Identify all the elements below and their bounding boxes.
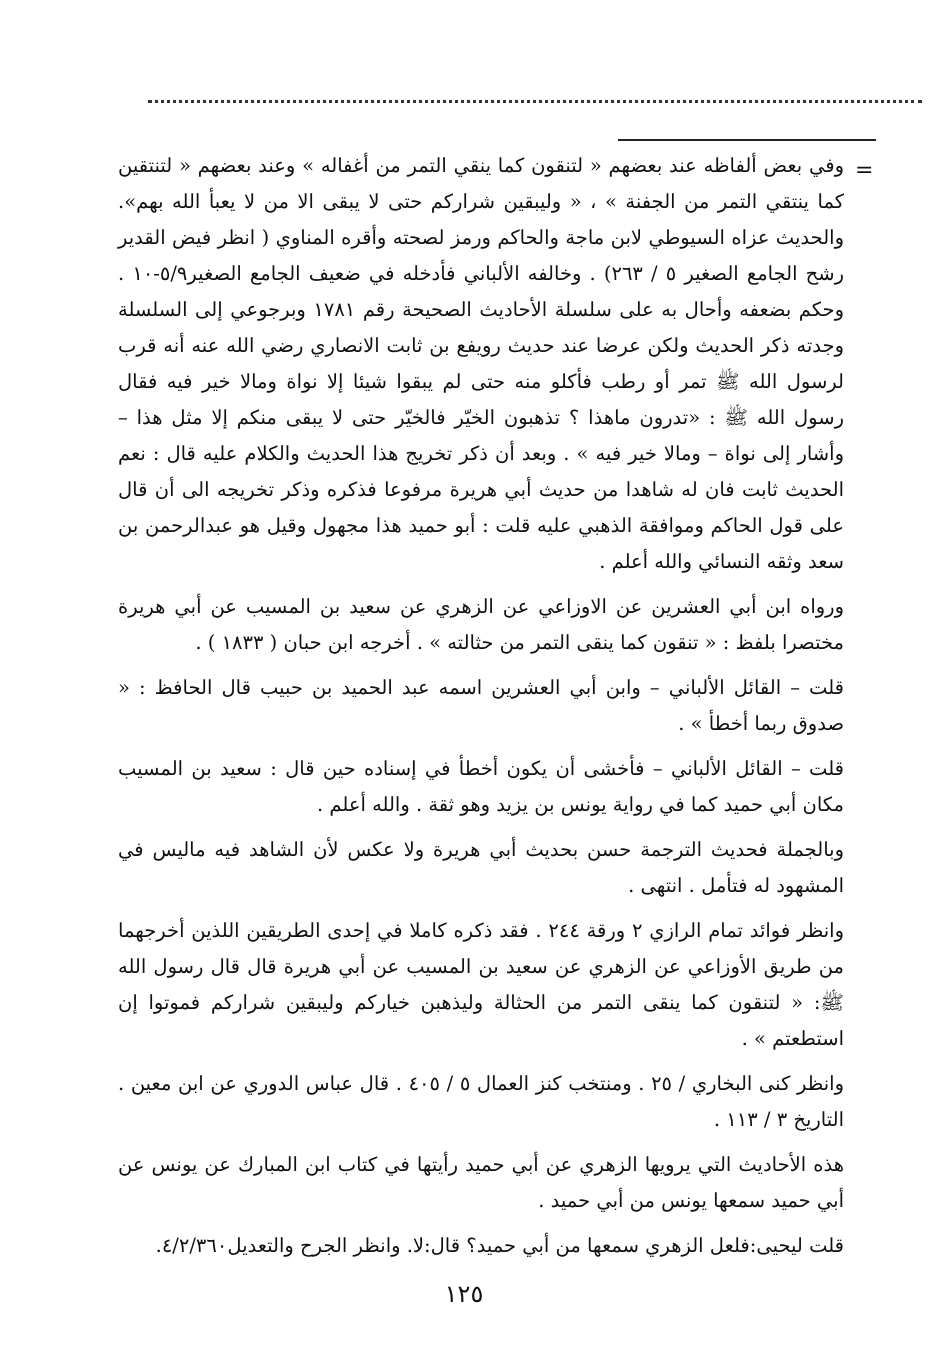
footnote-paragraph-8: هذه الأحاديث التي يرويها الزهري عن أبي حميد رأيتها في كتاب ابن المبارك عن يونس عن أبي حميد سمعها يونس من أبي حميد . <box>118 1153 844 1212</box>
footnote-paragraph-7: وانظر كنى البخاري / ٢٥ . ومنتخب كنز العمال ٥ / ٤٠٥ . قال عباس الدوري عن ابن معين . التاريخ ٣ / ١١٣ . <box>118 1072 844 1131</box>
continuation-mark: = <box>855 158 874 183</box>
page-number: ١٢٥ <box>444 1280 484 1308</box>
footnote-paragraph-2: ورواه ابن أبي العشرين عن الاوزاعي عن الزهري عن سعيد بن المسيب عن أبي هريرة مختصرا بلفظ : « تنقون كما ينقى التمر من حثالته » . أخرجه ابن حبان ( ١٨٣٣ ) . <box>118 595 844 654</box>
footnote-paragraph-9: قلت ليحيى:فلعل الزهري سمعها من أبي حميد؟ قال:لا. وانظر الجرح والتعديل٤/٢/٣٦٠. <box>155 1234 844 1257</box>
footnote-separator-rule <box>618 139 876 141</box>
footnote-text-block <box>118 148 844 1273</box>
footnote-paragraph-3: قلت – القائل الألباني – وابن أبي العشرين اسمه عبد الحميد بن حبيب قال الحافظ : « صدوق ربما أخطأ » . <box>118 676 844 735</box>
footnote-paragraph-1: وفي بعض ألفاظه عند بعضهم « لتنقون كما ينقي التمر من أغفاله » وعند بعضهم « لتنتقين كما ينتقي التمر من الجفنة » ، « وليبقين شراركم حتى لا يبقى الا من لا يعبأ الله بهم». والحديث عزاه السيوطي لابن ماجة والحاكم ورمز لصحته وأقره المناوي ( انظر فيض القدير رشح الجامع الصغير ٥ / ٢٦٣) . وخالفه الألباني فأدخله في ضعيف الجامع الصغير٥/٩-١٠ . وحكم بضعفه وأحال به على سلسلة الأحاديث الصحيحة رقم ١٧٨١ وبرجوعي إلى السلسلة وجدته ذكر الحديث ولكن عرضا عند حديث رويفع بن ثابت الانصاري رضي الله عنه أنه قرب لرسول الله ﷺ تمر أو رطب فأكلو منه حتى لم يبقوا شيئا إلا نواة ومالا خير فيه فقال رسول الله ﷺ : «تدرون ماهذا ؟ تذهبون الخيّر فالخيّر حتى لا يبقى منكم إلا مثل هذا – وأشار إلى نواة – ومالا خير فيه » . وبعد أن ذكر تخريج هذا الحديث والكلام عليه قال : نعم الحديث ثابت فان له شاهدا من حديث أبي هريرة مرفوعا فذكره وذكر تخريجه الى أن قال على قول الحاكم وموافقة الذهبي عليه قلت : أبو حميد هذا مجهول وقيل هو عبدالرحمن بن سعد وثقه النسائي والله أعلم . <box>118 154 845 573</box>
footnote-paragraph-4: قلت – القائل الألباني – فأخشى أن يكون أخطأ في إسناده حين قال : سعيد بن المسيب مكان أبي حميد كما في رواية يونس بن يزيد وهو ثقة . والله أعلم . <box>118 757 844 816</box>
footnote-paragraph-5: وبالجملة فحديث الترجمة حسن بحديث أبي هريرة ولا عكس لأن الشاهد فيه ماليس في المشهود له فتأمل . انتهى . <box>118 838 844 897</box>
header-dotted-rule <box>148 100 922 103</box>
footnote-paragraph-6: وانظر فوائد تمام الرازي ٢ ورقة ٢٤٤ . فقد ذكره كاملا في إحدى الطريقين اللذين أخرجهما من طريق الأوزاعي عن الزهري عن سعيد بن المسيب عن أبي هريرة قال قال رسول الله ﷺ: « لتنقون كما ينقى التمر من الحثالة وليذهبن خياركم وليبقين شراركم فموتوا إن استطعتم » . <box>118 919 844 1050</box>
